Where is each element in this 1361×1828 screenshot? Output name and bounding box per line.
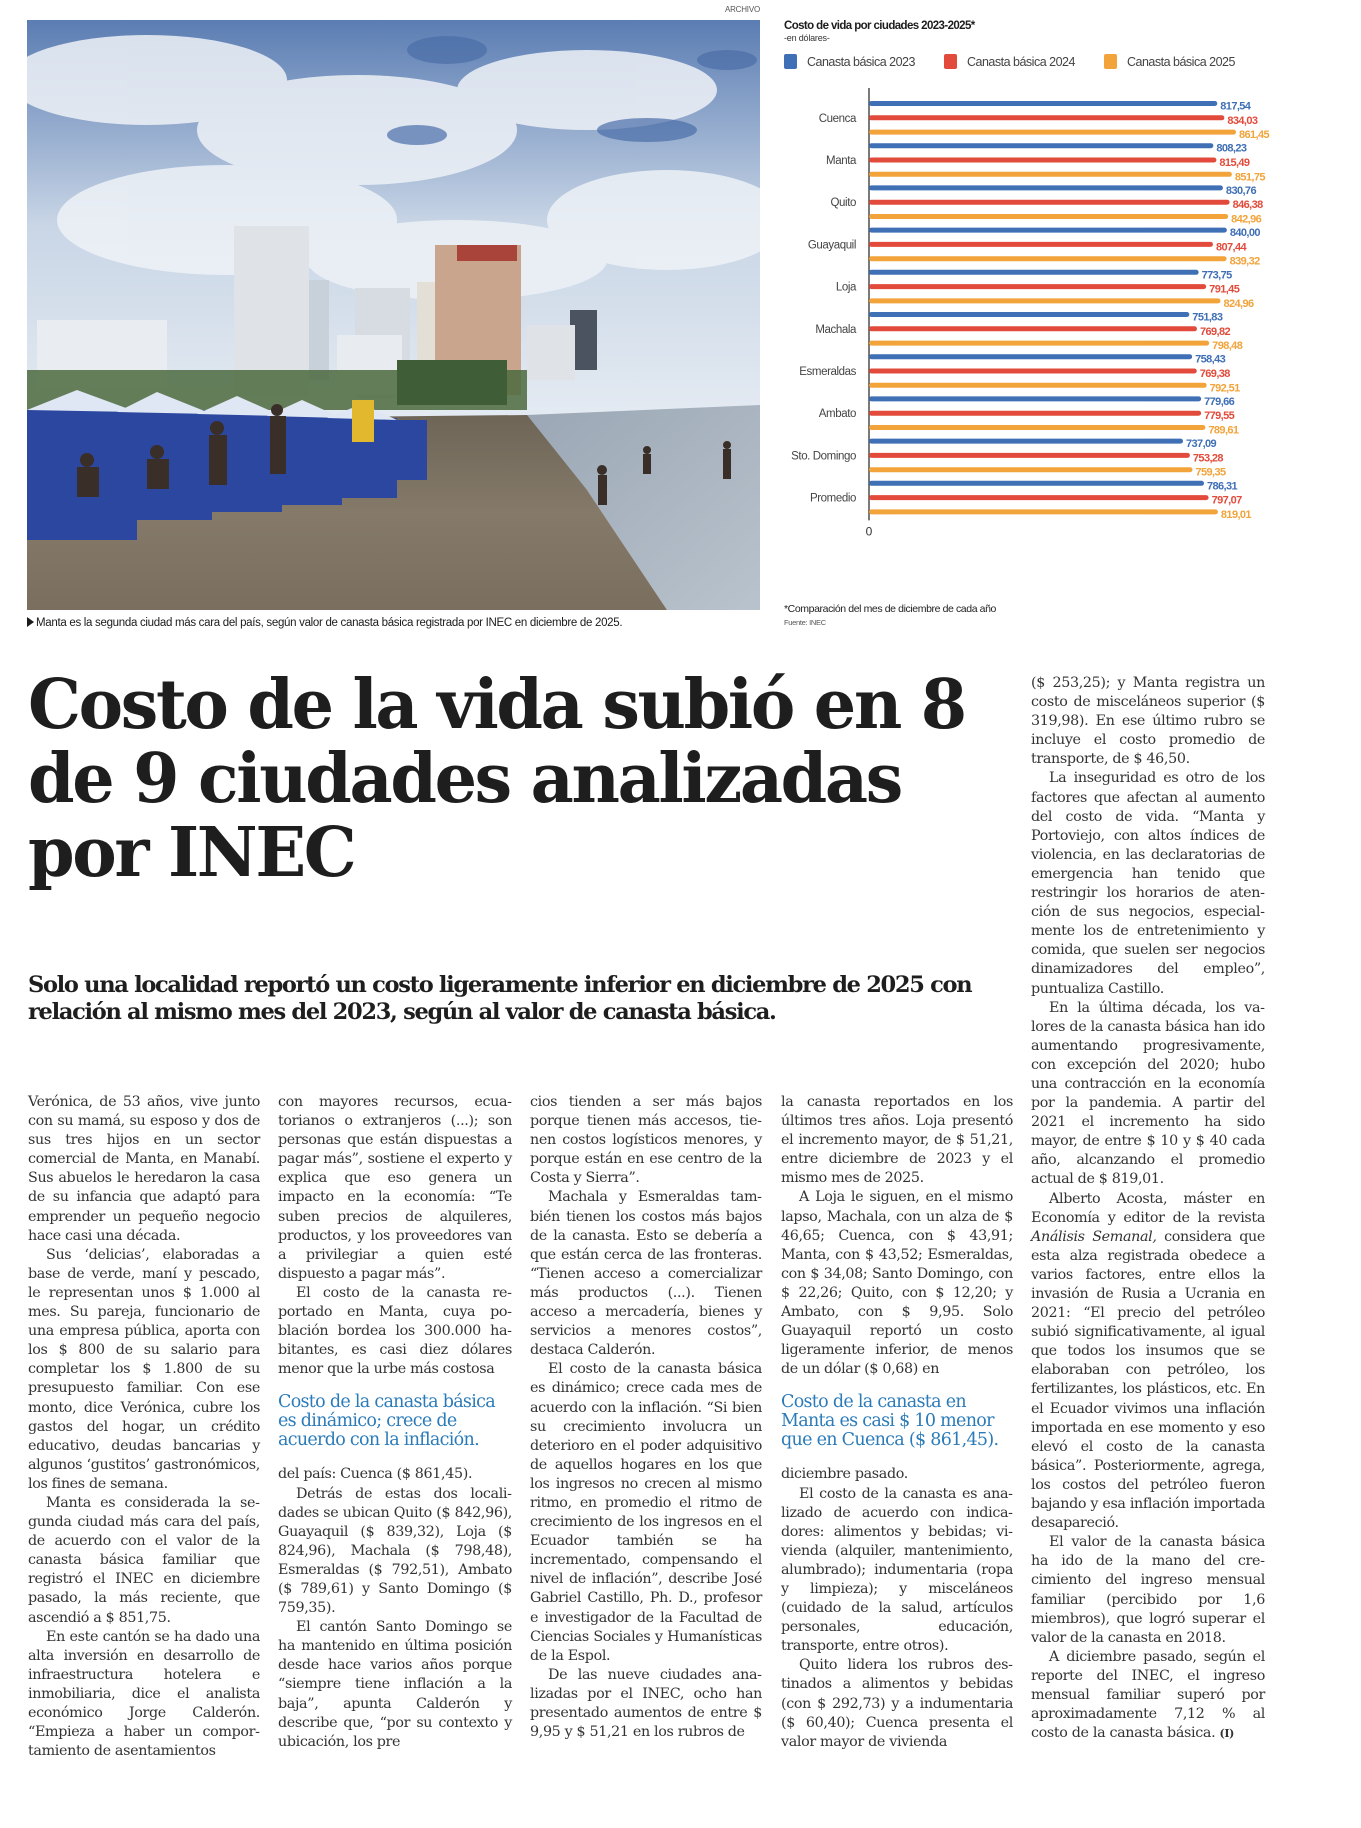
category-label-manta: Manta bbox=[826, 155, 856, 167]
paragraph bbox=[1031, 1648, 1265, 1743]
bar-guayaquil-2025 bbox=[869, 256, 1227, 261]
bar-cuenca-2025 bbox=[869, 130, 1236, 135]
data-label-promedio-2025: 819,01 bbox=[1220, 508, 1251, 521]
bar-manta-2024 bbox=[869, 158, 1216, 163]
category-label-ambato: Ambato bbox=[818, 408, 856, 421]
data-label-ambato-2025: 789,61 bbox=[1208, 424, 1239, 437]
bar-quito-2025 bbox=[869, 214, 1228, 219]
bar-guayaquil-2023 bbox=[869, 228, 1227, 233]
category-label-guayaquil: Guayaquil bbox=[807, 239, 856, 252]
data-label-sto-domingo-2024: 753,28 bbox=[1192, 452, 1223, 465]
paragraph: La inseguridad es otro de los factores que afectan al aumento del costo de vida. “Manta y Portoviejo, con altos índices de violencia, en las declaratorias de emergencia han tenido que restringir los horarios de atención de sus negocios, especialmente los de entretenimiento y comida, que suelen ser negocios dinamizadores del empleo”, puntualiza Castillo. bbox=[1031, 770, 1265, 997]
paragraph: El valor de la canasta básica ha ido de la mano del crecimiento del ingreso mensual familiar (percibido por 1,6 miembros), que logró superar el valor de la canasta en 2018. bbox=[1031, 1534, 1265, 1646]
paragraph: A Loja le siguen, en el mismo lapso, Machala, con un alza de $ 46,65; Cuenca, con $ 43,91; Manta, con $ 43,52; Esmeraldas, con $ 34,08; Santo Domingo, con $ 22,26; Quito, con $ 12,20; y Ambato, con $ 9,95. Solo Guayaquil reportó un costo ligeramente inferior, de menos de un dólar ($ 0,68) en bbox=[781, 1189, 1013, 1378]
category-label-loja: Loja bbox=[835, 281, 856, 294]
bar-manta-2025 bbox=[869, 172, 1232, 177]
photo-caption bbox=[27, 617, 767, 629]
data-label-sto-domingo-2023: 737,09 bbox=[1186, 438, 1217, 451]
data-label-esmeraldas-2023: 758,43 bbox=[1195, 353, 1226, 366]
data-label-cuenca-2024: 834,03 bbox=[1227, 114, 1258, 127]
bar-cuenca-2023 bbox=[869, 101, 1217, 106]
x-axis-zero-label: 0 bbox=[865, 524, 873, 539]
data-label-promedio-2024: 797,07 bbox=[1211, 494, 1242, 507]
bar-esmeraldas-2024 bbox=[869, 369, 1197, 374]
bar-quito-2024 bbox=[869, 200, 1230, 205]
paragraph: Manta es considerada la segunda ciudad más cara del país, de acuerdo con el valor de la canasta básica familiar que registró el INEC en diciembre pasado, la más reciente, que ascendió a $ 851,75. bbox=[28, 1494, 260, 1626]
bar-promedio-2025 bbox=[869, 509, 1218, 514]
pull-quote: Costo de la canasta en Manta es casi $ 10 menor que en Cuenca ($ 861,45). bbox=[781, 1392, 999, 1451]
bar-machala-2025 bbox=[869, 341, 1209, 346]
paragraph: El costo de la canasta es analizado de acuerdo con indicadores: alimentos y bebidas; vivienda (alquiler, mantenimiento, alumbrado); indumentaria (ropa y limpieza); y misceláneos (cuidado de la salud, artículos personales, educación, transporte, entre otros). bbox=[781, 1485, 1013, 1655]
bar-machala-2024 bbox=[869, 326, 1197, 331]
data-label-esmeraldas-2025: 792,51 bbox=[1209, 382, 1240, 395]
paragraph: con mayores recursos, ecuatorianos o extranjeros (...); son personas que están dispuestas a pagar más”, sostiene el experto y explica que eso genera un impacto en la economía: “Te suben precios de alquileres, productos, y los proveedores van a privilegiar a quien esté dispuesto a pagar más”. bbox=[278, 1094, 512, 1282]
bar-esmeraldas-2025 bbox=[869, 383, 1207, 388]
paragraph: El cantón Santo Domingo se ha mantenido en última posición desde hace varios años porque “siempre tiene inflación a la baja”, apunta Calderón y describe que, “por su contexto y ubicación, los pre bbox=[278, 1619, 512, 1750]
photo-credit: ARCHIVO bbox=[724, 5, 760, 14]
legend-label-2024: Canasta básica 2024 bbox=[967, 54, 1075, 69]
bar-promedio-2024 bbox=[869, 495, 1209, 500]
bar-promedio-2023 bbox=[869, 481, 1204, 486]
data-label-loja-2025: 824,96 bbox=[1223, 297, 1254, 310]
data-label-guayaquil-2024: 807,44 bbox=[1215, 241, 1247, 254]
paragraph: cios tienden a ser más bajos porque tienen más accesos, tienen costos logísticos menores, y porque están en ese centro de la Costa y Sierra”. bbox=[530, 1094, 762, 1187]
category-label-promedio: Promedio bbox=[809, 492, 856, 505]
cost-of-living-chart bbox=[780, 0, 1361, 635]
article-signoff: (I) bbox=[1219, 1727, 1234, 1741]
bar-manta-2023 bbox=[869, 143, 1213, 148]
data-label-manta-2024: 815,49 bbox=[1219, 157, 1250, 169]
photo-caption-text: Manta es la segunda ciudad más cara del país, según valor de canasta básica registrada por INEC en diciembre de 2025. bbox=[36, 617, 623, 629]
legend-label-2025: Canasta básica 2025 bbox=[1127, 54, 1235, 69]
pull-quote: Costo de la canasta básica es dinámico; crece de acuerdo con la inflación. bbox=[278, 1392, 495, 1451]
paragraph: del país: Cuenca ($ 861,45). bbox=[278, 1466, 473, 1483]
acosta-text-start: Alberto Acosta, máster en Economía y editor de la revista bbox=[1031, 1190, 1265, 1226]
data-label-manta-2025: 851,75 bbox=[1234, 171, 1265, 184]
paragraph: ($ 253,25); y Manta registra un costo de misceláneos superior ($ 319,98). En ese último rubro se incluye el costo promedio de transporte, de $ 46,50. bbox=[1031, 675, 1265, 768]
bar-machala-2023 bbox=[869, 312, 1189, 317]
paragraph: El costo de la canasta básica es dinámico; crece cada mes de acuerdo con la inflación. “Si bien su crecimiento involucra un deterioro en el poder adquisitivo de aquellos hogares en los que los ingresos no crecen al mismo ritmo, en promedio el ritmo de crecimiento de los ingresos en el Ecuador también se ha incrementado, compensando el nivel de inflación”, describe José Gabriel Castillo, Ph. D., profesor e investigador de la Facultad de Ciencias Sociales y Humanísticas de la Espol. bbox=[530, 1361, 762, 1664]
paragraph: Machala y Esmeraldas también tienen los costos más bajos de la canasta. Esto se debería a que están cerca de las fronteras. “Tienen acceso a comercializar más productos (...). Tienen acceso a mercadería, bienes y servicios a menores costos”, destaca Calderón. bbox=[530, 1189, 762, 1359]
bar-guayaquil-2024 bbox=[869, 242, 1213, 247]
bar-loja-2023 bbox=[869, 270, 1199, 275]
data-label-guayaquil-2023: 840,00 bbox=[1229, 227, 1260, 240]
article-column-2 bbox=[278, 1093, 512, 1752]
paragraph bbox=[1031, 1190, 1265, 1534]
article-headline: Costo de la vida subió en 8 de 9 ciudades analizadas por INEC bbox=[28, 665, 965, 893]
paragraph: Verónica, de 53 años, vive junto con su mamá, su esposo y dos de sus tres hijos en un sector comercial de Manta, en Manabí. Sus abuelos le heredaron la casa de su infancia que adaptó para emprender un pequeño negocio hace casi una década. bbox=[28, 1094, 260, 1244]
legend-label-2023: Canasta básica 2023 bbox=[807, 54, 915, 69]
bar-quito-2023 bbox=[869, 185, 1223, 190]
data-label-quito-2025: 842,96 bbox=[1231, 213, 1262, 226]
paragraph: Quito lidera los rubros destinados a alimentos y bebidas (con $ 292,73) y a indumentaria ($ 60,40); Cuenca presenta el valor mayor de vivienda bbox=[781, 1657, 1013, 1750]
data-label-quito-2023: 830,76 bbox=[1225, 184, 1256, 197]
data-label-manta-2023: 808,23 bbox=[1216, 142, 1247, 155]
chart-subtitle: -en dólares- bbox=[784, 33, 830, 43]
category-label-machala: Machala bbox=[815, 323, 856, 336]
data-label-esmeraldas-2024: 769,38 bbox=[1199, 368, 1230, 380]
data-label-promedio-2023: 786,31 bbox=[1206, 480, 1238, 493]
article-column-3 bbox=[530, 1093, 762, 1742]
paragraph: Detrás de estas dos localidades se ubican Quito ($ 842,96), Guayaquil ($ 839,32), Loja ($ 824,96), Machala ($ 798,48), Esmeraldas ($ 792,51), Ambato ($ 789,61) y Santo Domingo ($ 759,35). bbox=[278, 1485, 512, 1617]
paragraph: la canasta reportados en los últimos tres años. Loja presentó el incremento mayor, de $ 51,21, entre diciembre de 2023 y el mismo mes de 2025. bbox=[781, 1094, 1013, 1187]
paragraph: En este cantón se ha dado una alta inversión en desarrollo de infraestructura hotelera e inmobiliaria, dice el analista económico Jorge Calderón. “Empieza a haber un comportamiento de asentamientos bbox=[28, 1628, 260, 1760]
article-column-1 bbox=[28, 1093, 260, 1761]
beach-photo-illustration bbox=[27, 20, 760, 610]
category-label-quito: Quito bbox=[830, 197, 856, 210]
paragraph: De las nueve ciudades analizadas por el INEC, ocho han presentado aumentos de entre $ 9,95 y $ 51,21 en los rubros de bbox=[530, 1666, 762, 1741]
category-label-sto-domingo: Sto. Domingo bbox=[791, 450, 856, 463]
paragraph: Sus ‘delicias’, elaboradas a base de verde, maní y pescado, le representan unos $ 1.000 al mes. Su pareja, funcionario de una empresa pública, aporta con los $ 800 de su salario para completar los $ 1.800 de su presupuesto familiar. Con ese monto, dice Verónica, cubre los gastos del hogar, un crédito educativo, deudas bancarias y algunos ‘gustitos’ gastronómicos, los fines de semana. bbox=[28, 1246, 260, 1492]
data-label-ambato-2023: 779,66 bbox=[1204, 395, 1235, 408]
paragraph: diciembre pasado. bbox=[781, 1466, 908, 1483]
article-column-4 bbox=[781, 1093, 1013, 1752]
chart-footnote: *Comparación del mes de diciembre de cada año bbox=[784, 603, 996, 615]
bar-esmeraldas-2023 bbox=[869, 354, 1192, 359]
bar-loja-2025 bbox=[869, 298, 1220, 303]
data-label-machala-2025: 798,48 bbox=[1212, 340, 1243, 353]
data-label-sto-domingo-2025: 759,35 bbox=[1195, 466, 1226, 479]
data-label-loja-2023: 773,75 bbox=[1201, 269, 1232, 282]
category-label-cuenca: Cuenca bbox=[818, 112, 856, 125]
data-label-cuenca-2023: 817,54 bbox=[1220, 100, 1251, 113]
data-label-quito-2024: 846,38 bbox=[1232, 199, 1263, 212]
bar-ambato-2025 bbox=[869, 425, 1205, 430]
chart-source: Fuente: INEC bbox=[784, 618, 826, 627]
paragraph: El costo de la canasta reportado en Manta, cuya población bordea los 300.000 habitantes, es casi diez dólares menor que la urbe más costosa bbox=[278, 1284, 512, 1378]
chart-plot bbox=[780, 0, 1361, 635]
closing-text: A diciembre pasado, según el reporte del INEC, el ingreso mensual familiar superó por aproximadamente 7,12 % al costo de la canasta básica. bbox=[1031, 1648, 1265, 1742]
acosta-text-rest: considera que esta alza registrada obedece a varios factores, entre ellos la invasión de Rusia a Ucrania en 2021: “El precio del petróleo subió significativamente, al igual que todos los insumos que se elaboraban con petróleo, los fertilizantes, los plásticos, etc. En el Ecuador vivimos una inflación importada en ese momento y eso elevó el costo de la canasta básica”. Posteriormente, agrega, los costos del petróleo fueron bajando y esa inflación importada desapareció. bbox=[1031, 1228, 1265, 1532]
paragraph: En la última década, los valores de la canasta básica han ido aumentando progresivamente, con excepción del 2020; hubo una contracción en la economía por la pandemia. A partir del 2021 el incremento ha sido mayor, de entre $ 10 y $ 40 cada año, alcanzando el promedio actual de $ 819,01. bbox=[1031, 999, 1265, 1188]
bar-ambato-2024 bbox=[869, 411, 1201, 416]
magazine-title: Análisis Semanal, bbox=[1031, 1228, 1157, 1245]
bar-sto-domingo-2023 bbox=[869, 439, 1183, 444]
bar-ambato-2023 bbox=[869, 396, 1201, 401]
category-label-esmeraldas: Esmeraldas bbox=[799, 366, 856, 378]
data-label-guayaquil-2025: 839,32 bbox=[1229, 255, 1260, 268]
bar-loja-2024 bbox=[869, 284, 1206, 289]
chart-title: Costo de vida por ciudades 2023-2025* bbox=[784, 20, 975, 32]
data-label-machala-2024: 769,82 bbox=[1199, 325, 1231, 338]
bar-sto-domingo-2024 bbox=[869, 453, 1190, 458]
beach-photo bbox=[27, 20, 760, 610]
data-label-loja-2024: 791,45 bbox=[1209, 283, 1240, 296]
article-column-5 bbox=[1031, 674, 1265, 1743]
article-subheadline: Solo una localidad reportó un costo ligeramente inferior en diciembre de 2025 con relación al mismo mes del 2023, según al valor de canasta básica. bbox=[28, 972, 972, 1025]
data-label-ambato-2024: 779,55 bbox=[1204, 410, 1235, 423]
bar-cuenca-2024 bbox=[869, 115, 1224, 120]
data-label-cuenca-2025: 861,45 bbox=[1239, 129, 1270, 142]
data-label-machala-2023: 751,83 bbox=[1192, 311, 1223, 324]
bar-sto-domingo-2025 bbox=[869, 467, 1193, 472]
caption-arrow-icon bbox=[27, 617, 34, 627]
